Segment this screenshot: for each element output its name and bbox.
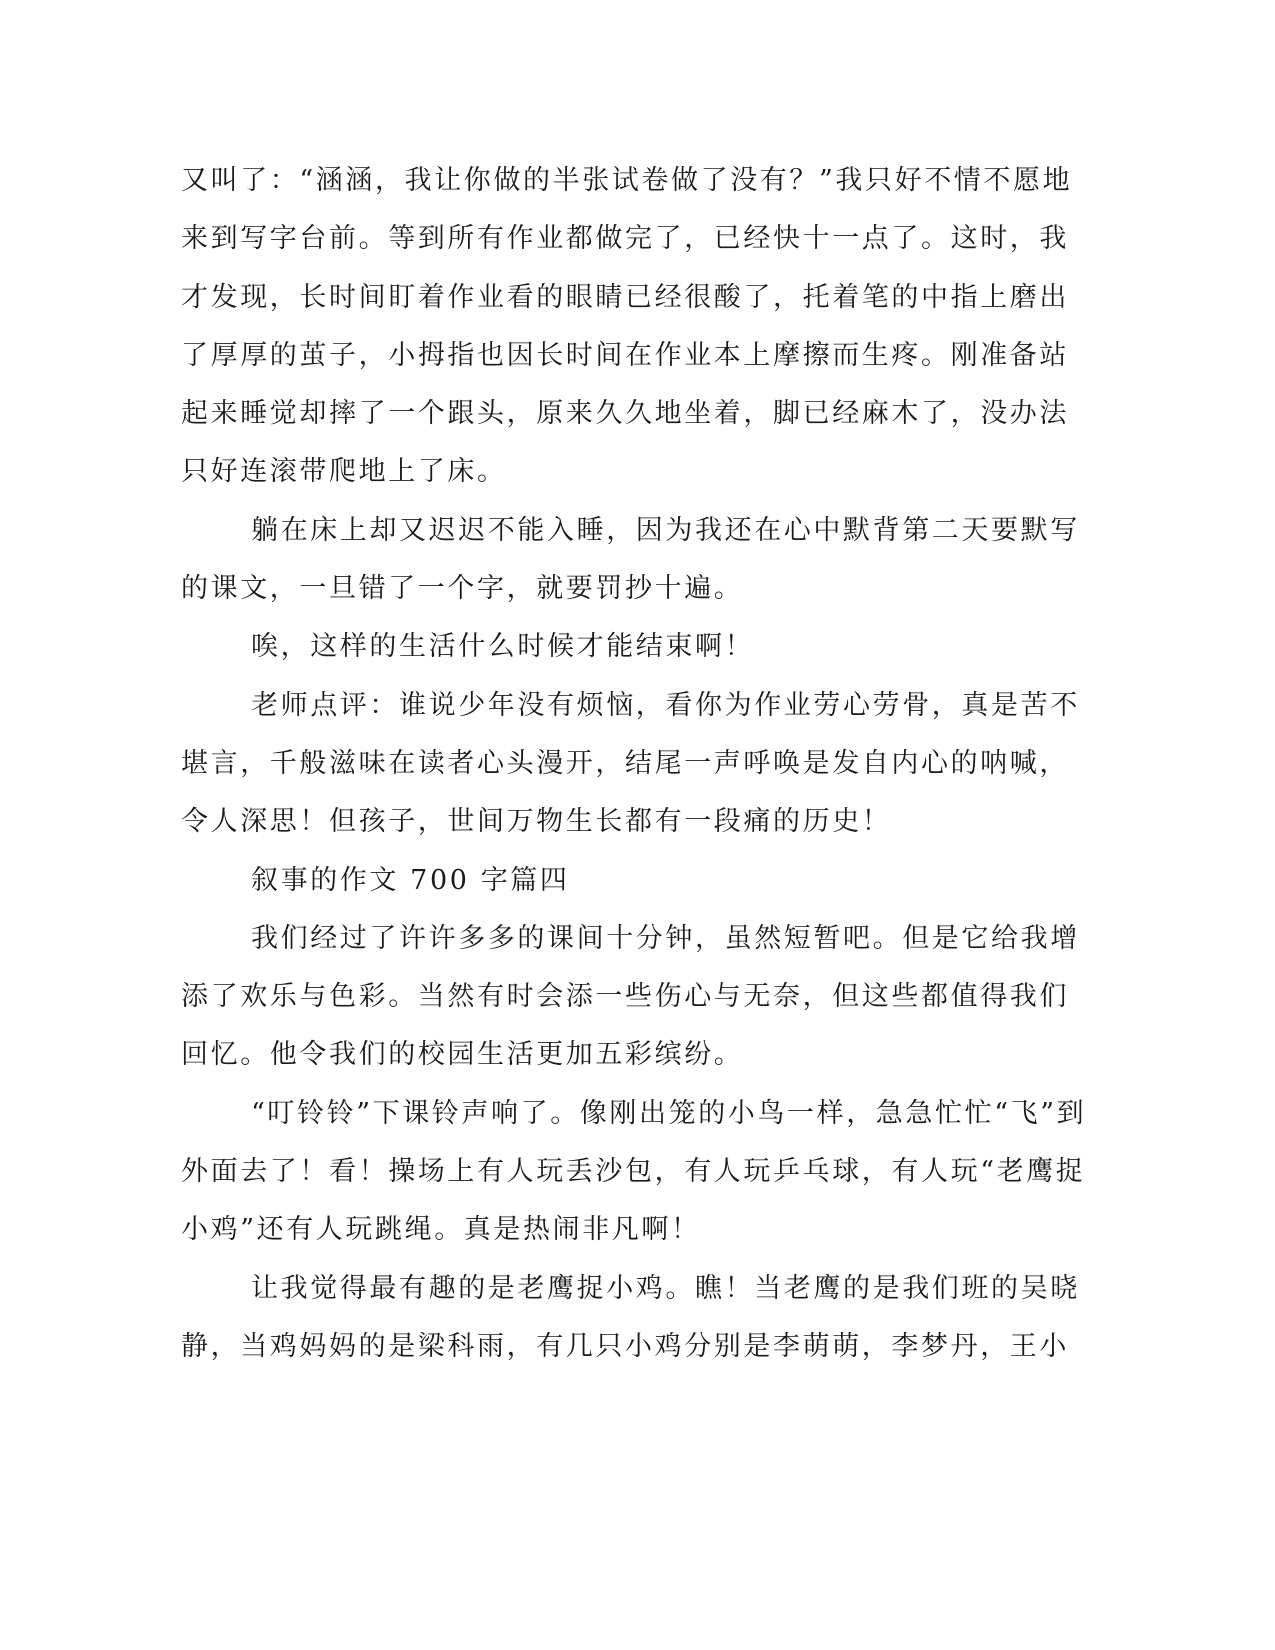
text-line: 外面去了！看！操场上有人玩丢沙包，有人玩乒乓球，有人玩“老鹰捉 [181,1156,1086,1188]
text-line: “叮铃铃”下课铃声响了。像刚出笼的小鸟一样，急急忙忙“飞”到 [251,1097,1087,1129]
document-page [181,152,1087,1376]
text-line: 小鸡”还有人玩跳绳。真是热闹非凡啊！ [181,1214,701,1246]
text-line: 添了欢乐与色彩。当然有时会添一些伤心与无奈，但这些都值得我们 [181,981,1069,1013]
text-line: 躺在床上却又迟迟不能入睡，因为我还在心中默背第二天要默写 [251,514,1080,546]
text-line: 令人深思！但孩子，世间万物生长都有一段痛的历史！ [181,806,892,838]
text-line: 我们经过了许许多多的课间十分钟，虽然短暂吧。但是它给我增 [251,922,1080,954]
text-line: 来到写字台前。等到所有作业都做完了，已经快十一点了。这时，我 [181,223,1069,255]
text-line: 堪言，千般滋味在读者心头漫开，结尾一声呼唤是发自内心的呐喊， [181,747,1069,779]
text-line: 唉，这样的生活什么时候才能结束啊！ [251,631,755,663]
text-line: 让我觉得最有趣的是老鹰捉小鸡。瞧！当老鹰的是我们班的吴晓 [251,1272,1080,1304]
text-line: 才发现，长时间盯着作业看的眼睛已经很酸了，托着笔的中指上磨出 [181,281,1069,313]
text-line: 回忆。他令我们的校园生活更加五彩缤纷。 [181,1039,744,1071]
text-line: 的课文，一旦错了一个字，就要罚抄十遍。 [181,573,744,605]
text-line: 叙事的作文 700 字篇四 [251,864,570,896]
text-line: 起来睡觉却摔了一个跟头，原来久久地坐着，脚已经麻木了，没办法 [181,398,1069,430]
text-line: 静，当鸡妈妈的是梁科雨，有几只小鸡分别是李萌萌，李梦丹，王小 [181,1330,1069,1362]
text-line: 又叫了：“涵涵，我让你做的半张试卷做了没有？”我只好不情不愿地 [181,165,1073,196]
text-line: 老师点评：谁说少年没有烦恼，看你为作业劳心劳骨，真是苦不 [251,689,1080,721]
text-line: 了厚厚的茧子，小拇指也因长时间在作业本上摩擦而生疼。刚准备站 [181,339,1069,371]
text-line: 只好连滚带爬地上了床。 [181,456,507,488]
